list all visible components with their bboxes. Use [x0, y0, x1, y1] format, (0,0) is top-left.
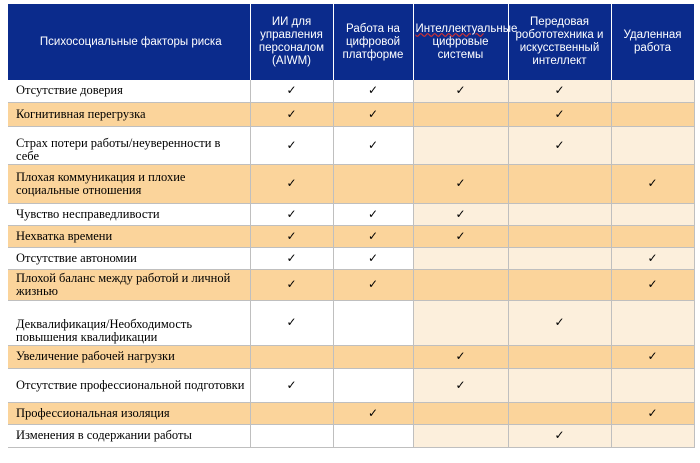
- check-cell: [611, 345, 694, 368]
- check-cell: [333, 203, 413, 225]
- check-cell: [508, 402, 611, 424]
- checkmark-icon: ✓: [647, 250, 658, 265]
- header-aiwm: ИИ для управления персоналом (AIWM): [250, 4, 333, 80]
- row-label: Когнитивная перегрузка: [8, 102, 250, 126]
- check-cell: [413, 368, 508, 402]
- check-cell: [508, 345, 611, 368]
- checkmark-icon: ✓: [286, 137, 297, 152]
- check-cell: [250, 402, 333, 424]
- check-cell: [611, 368, 694, 402]
- row-label: Увеличение рабочей нагрузки: [8, 345, 250, 368]
- check-cell: [508, 164, 611, 203]
- check-cell: [333, 80, 413, 102]
- checkmark-icon: ✓: [286, 250, 297, 265]
- checkmark-icon: ✓: [455, 228, 466, 243]
- check-cell: [508, 203, 611, 225]
- check-cell: [250, 345, 333, 368]
- check-cell: [508, 368, 611, 402]
- risk-factors-table-container: [8, 4, 694, 448]
- checkmark-icon: ✓: [367, 277, 379, 291]
- table-row: [8, 225, 694, 247]
- checkmark-icon: ✓: [367, 228, 379, 243]
- table-row: [8, 247, 694, 269]
- check-cell: [611, 424, 694, 447]
- check-cell: [250, 126, 333, 164]
- row-label: Отсутствие доверия: [8, 80, 250, 102]
- row-label: Страх потери работы/неуверенности в себе: [8, 126, 250, 164]
- header-intelligent-systems-rest: льные цифровые системы: [432, 22, 518, 61]
- header-intelligent-systems-line1: Интеллектуа: [415, 22, 484, 35]
- table-row: [8, 102, 694, 126]
- header-digital-platform: Работа на цифровой платформе: [333, 4, 413, 80]
- check-cell: [611, 102, 694, 126]
- checkmark-icon: ✓: [647, 176, 658, 190]
- check-cell: [413, 345, 508, 368]
- row-label: Деквалификация/Необходимость повышения квалификации: [8, 300, 250, 345]
- check-cell: [611, 225, 694, 247]
- row-label: Профессиональная изоляция: [8, 402, 250, 424]
- header-intelligent-systems: [413, 4, 518, 80]
- checkmark-icon: ✓: [455, 83, 466, 98]
- check-cell: [333, 102, 413, 126]
- check-cell: [333, 424, 413, 447]
- row-label: Отсутствие профессиональной подготовки: [8, 368, 250, 402]
- checkmark-icon: ✓: [367, 250, 379, 265]
- table-row: [8, 345, 694, 368]
- check-cell: [333, 247, 413, 269]
- check-cell: [333, 164, 413, 203]
- check-cell: [333, 368, 413, 402]
- table-row: [8, 368, 694, 402]
- checkmark-icon: ✓: [455, 377, 466, 392]
- row-label: Чувство несправедливости: [8, 203, 250, 225]
- check-cell: [508, 247, 611, 269]
- check-cell: [508, 225, 611, 247]
- row-label: Плохая коммуникация и плохие социальные отношения: [8, 164, 250, 203]
- check-cell: [413, 269, 508, 300]
- check-cell: [333, 225, 413, 247]
- check-cell: [508, 269, 611, 300]
- checkmark-icon: ✓: [647, 277, 658, 291]
- check-cell: [413, 424, 508, 447]
- table-body: [8, 80, 694, 447]
- row-label: Изменения в содержании работы: [8, 424, 250, 447]
- table-row: [8, 80, 694, 102]
- checkmark-icon: ✓: [367, 405, 379, 420]
- check-cell: [250, 368, 333, 402]
- table-row: [8, 424, 694, 447]
- check-cell: [508, 300, 611, 345]
- check-cell: [413, 164, 508, 203]
- header-remote-work: Удаленная работа: [611, 4, 694, 80]
- table-row: [8, 300, 694, 345]
- check-cell: [413, 126, 508, 164]
- check-cell: [250, 269, 333, 300]
- check-cell: [611, 300, 694, 345]
- check-cell: [250, 424, 333, 447]
- row-label: Отсутствие автономии: [8, 247, 250, 269]
- checkmark-icon: ✓: [367, 83, 379, 98]
- check-cell: [413, 102, 508, 126]
- checkmark-icon: ✓: [647, 349, 658, 363]
- checkmark-icon: ✓: [286, 206, 297, 221]
- checkmark-icon: ✓: [286, 228, 297, 243]
- check-cell: [250, 225, 333, 247]
- check-cell: [250, 300, 333, 345]
- check-cell: [611, 126, 694, 164]
- check-cell: [413, 80, 508, 102]
- check-cell: [611, 164, 694, 203]
- header-robotics-ai: Передовая робототехника и искусственный интеллект: [508, 4, 611, 80]
- checkmark-icon: ✓: [455, 206, 466, 221]
- check-cell: [611, 269, 694, 300]
- check-cell: [611, 203, 694, 225]
- check-cell: [333, 300, 413, 345]
- check-cell: [250, 247, 333, 269]
- checkmark-icon: ✓: [286, 315, 297, 329]
- check-cell: [413, 225, 508, 247]
- row-label: Нехватка времени: [8, 225, 250, 247]
- checkmark-icon: ✓: [554, 106, 565, 121]
- row-label: Плохой баланс между работой и личной жизнью: [8, 269, 250, 300]
- check-cell: [413, 203, 508, 225]
- check-cell: [508, 102, 611, 126]
- check-cell: [333, 402, 413, 424]
- check-cell: [333, 345, 413, 368]
- header-row: [8, 4, 694, 80]
- risk-factors-table: [8, 4, 695, 448]
- table-row: [8, 126, 694, 164]
- checkmark-icon: ✓: [554, 137, 565, 152]
- check-cell: [413, 247, 508, 269]
- check-cell: [250, 164, 333, 203]
- check-cell: [333, 269, 413, 300]
- check-cell: [508, 80, 611, 102]
- check-cell: [611, 247, 694, 269]
- checkmark-icon: ✓: [367, 137, 379, 152]
- check-cell: [413, 402, 508, 424]
- check-cell: [333, 126, 413, 164]
- checkmark-icon: ✓: [286, 277, 297, 291]
- checkmark-icon: ✓: [554, 428, 565, 442]
- checkmark-icon: ✓: [367, 106, 379, 121]
- check-cell: [250, 102, 333, 126]
- checkmark-icon: ✓: [286, 176, 297, 190]
- checkmark-icon: ✓: [455, 349, 466, 363]
- table-row: [8, 269, 694, 300]
- table-row: [8, 203, 694, 225]
- check-cell: [611, 80, 694, 102]
- check-cell: [413, 300, 508, 345]
- checkmark-icon: ✓: [286, 83, 297, 98]
- check-cell: [611, 402, 694, 424]
- checkmark-icon: ✓: [554, 83, 565, 98]
- check-cell: [508, 424, 611, 447]
- header-risk-factors: Психосоциальные факторы риска: [8, 4, 250, 80]
- checkmark-icon: ✓: [647, 405, 658, 420]
- check-cell: [508, 126, 611, 164]
- table-row: [8, 164, 694, 203]
- checkmark-icon: ✓: [554, 315, 565, 329]
- check-cell: [250, 203, 333, 225]
- check-cell: [250, 80, 333, 102]
- checkmark-icon: ✓: [286, 106, 297, 121]
- checkmark-icon: ✓: [367, 206, 379, 221]
- table-row: [8, 402, 694, 424]
- checkmark-icon: ✓: [455, 176, 466, 190]
- checkmark-icon: ✓: [286, 377, 297, 392]
